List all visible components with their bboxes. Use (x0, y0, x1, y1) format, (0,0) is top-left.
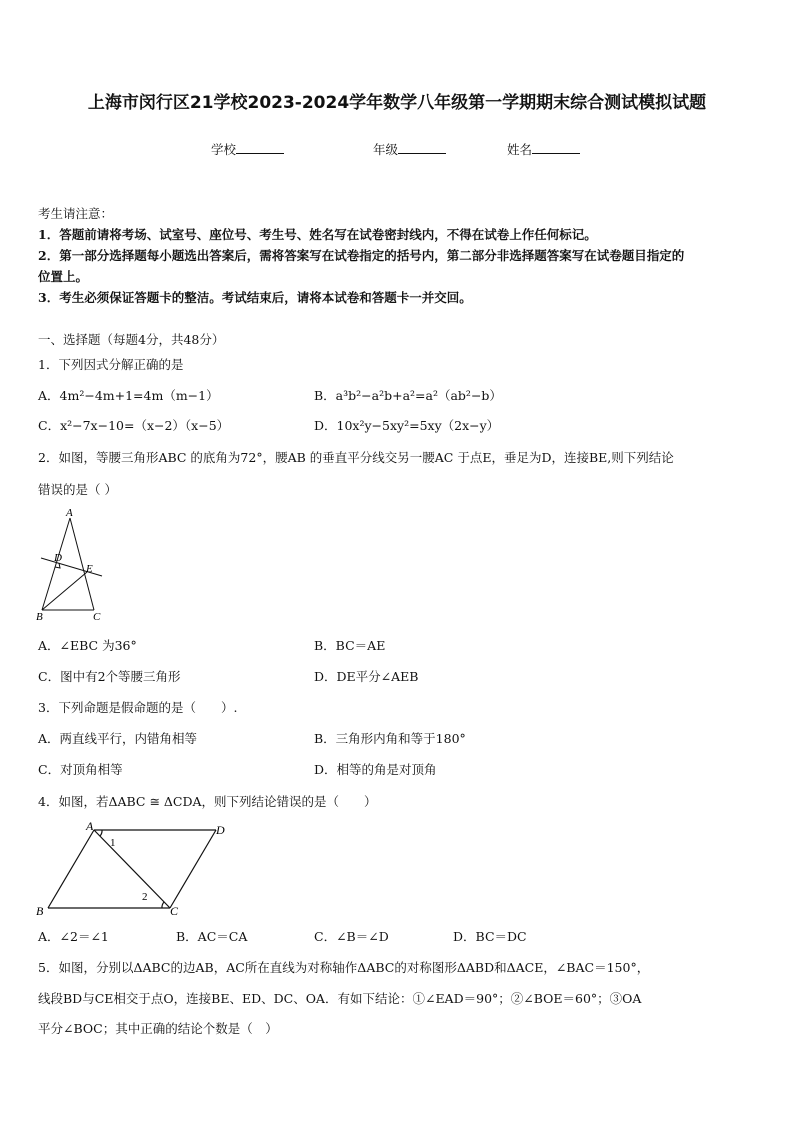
q3-option-a: A．两直线平行，内错角相等 (38, 731, 198, 746)
q1-option-d: D．10x²y−5xy²=5xy（2x−y） (314, 418, 500, 433)
q5-stem-line3: 平分∠BOC；其中正确的结论个数是（ ） (38, 1021, 278, 1036)
q2-label-b: B (36, 611, 43, 623)
q4-option-d: D．BC＝DC (453, 929, 527, 944)
q2-option-c: C．图中有2个等腰三角形 (38, 669, 181, 684)
q1-option-b: B．a³b²−a²b+a²=a²（ab²−b） (314, 388, 502, 403)
notice-item-1: 1．答题前请将考场、试室号、座位号、考生号、姓名写在试卷密封线内，不得在试卷上作任何标记。 (38, 227, 597, 242)
school-field[interactable] (211, 140, 284, 158)
q2-label-a: A (66, 507, 73, 519)
q4-label-angle-2: 2 (142, 891, 148, 903)
q2-perpendicular-bisector (41, 558, 102, 576)
q4-angle-1-arc (100, 830, 102, 836)
q2-label-c: C (93, 611, 101, 623)
notice-item-3: 3．考生必须保证答题卡的整洁。考试结束后，请将本试卷和答题卡一并交回。 (38, 290, 472, 305)
q4-option-c: C．∠B＝∠D (314, 929, 389, 944)
q2-option-d: D．DE平分∠AEB (314, 669, 419, 684)
q2-triangle-figure (32, 506, 112, 624)
grade-blank[interactable] (398, 141, 446, 154)
section-heading: 一、选择题（每题4分，共48分） (38, 332, 225, 347)
q4-label-c: C (170, 904, 179, 918)
q4-label-a: A (86, 819, 94, 833)
q4-option-a: A．∠2＝∠1 (38, 929, 109, 944)
q2-stem-line1: 2．如图，等腰三角形ABC 的底角为72°，腰AB 的垂直平分线交另一腰AC 于点E，垂足为D，连接BE,则下列结论 (38, 450, 674, 465)
q4-label-d: D (216, 823, 225, 837)
q3-option-d: D．相等的角是对顶角 (314, 762, 437, 777)
q2-label-d: D (54, 552, 62, 564)
q2-option-a: A．∠EBC 为36° (38, 638, 137, 653)
q4-label-b: B (36, 904, 44, 918)
name-blank[interactable] (532, 141, 580, 154)
q1-stem: 1．下列因式分解正确的是 (38, 357, 184, 372)
q3-option-c: C．对顶角相等 (38, 762, 123, 777)
q3-option-b: B．三角形内角和等于180° (314, 731, 466, 746)
q4-parallelogram-figure (32, 818, 232, 922)
q4-side-dc (170, 830, 216, 908)
grade-label: 年级 (373, 142, 399, 157)
notice-item-2-continued: 位置上。 (38, 269, 89, 284)
q1-option-a: A．4m²−4m+1=4m（m−1） (38, 388, 219, 403)
page-title: 上海市闵行区21学校2023-2024学年数学八年级第一学期期末综合测试模拟试题 (87, 93, 707, 113)
q4-angle-2-arc (162, 902, 164, 908)
q4-side-ab (48, 830, 94, 908)
q2-side-ab (42, 518, 70, 610)
school-blank[interactable] (236, 141, 284, 154)
q4-stem: 4．如图，若ΔABC ≅ ΔCDA，则下列结论错误的是（ ） (38, 794, 377, 809)
q2-label-e: E (86, 563, 93, 575)
q4-diagonal-ac (94, 830, 170, 908)
q2-stem-line2: 错误的是（ ） (38, 482, 117, 497)
q3-stem: 3．下列命题是假命题的是（ ）. (38, 700, 238, 715)
school-label: 学校 (211, 142, 237, 157)
q2-segment-be (42, 572, 87, 610)
q5-stem-line1: 5．如图，分别以ΔABC的边AB，AC所在直线为对称轴作ΔABC的对称图形ΔABD和ΔACE，∠BAC＝150°， (38, 960, 650, 975)
q4-label-angle-1: 1 (110, 837, 116, 849)
grade-field[interactable] (373, 140, 446, 158)
name-label: 姓名 (507, 142, 533, 157)
notice-heading: 考生请注意： (38, 206, 114, 221)
name-field[interactable] (507, 140, 580, 158)
notice-item-2: 2．第一部分选择题每小题选出答案后，需将答案写在试卷指定的括号内，第二部分非选择题答案写在试卷题目指定的 (38, 248, 685, 263)
q5-stem-line2: 线段BD与CE相交于点O，连接BE、ED、DC、OA．有如下结论：①∠EAD＝90°；②∠BOE＝60°；③OA (38, 991, 642, 1006)
q4-option-b: B．AC＝CA (176, 929, 248, 944)
q2-option-b: B．BC＝AE (314, 638, 386, 653)
q1-option-c: C．x²−7x−10=（x−2）（x−5） (38, 418, 230, 433)
